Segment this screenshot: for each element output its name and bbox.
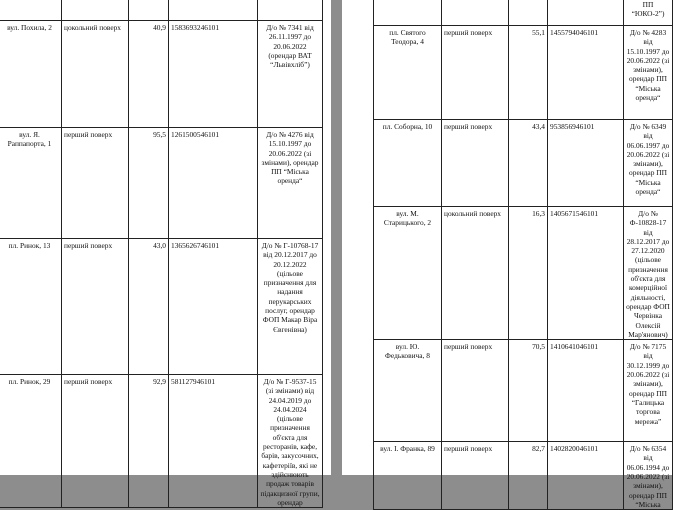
lease-document-cell: Д/о № 6349 від 06.06.1997 до 20.06.2022 (зі змінами), орендар ПП “Міська оренда“	[624, 120, 673, 207]
header-cell	[129, 0, 169, 21]
lease-document-cell: Д/о № Г-9537-15 (зі змінами) від 24.04.2019 до 24.04.2024 (цільове призначення об'єкта для ресторанів, кафе, барів, закусочних, кафетеріїв, які не здійснюють продаж товарів підакцизної групи, орендар	[258, 375, 323, 508]
document-page-left	[0, 0, 331, 507]
document-page-right	[342, 0, 672, 509]
address-cell: пл. Святого Теодора, 4	[374, 26, 442, 120]
registry-number-cell	[548, 0, 624, 26]
floor-cell: цокольний поверх	[442, 207, 509, 340]
address-cell: вул. І. Франка, 89	[374, 442, 442, 510]
area-cell: 92,9	[129, 375, 169, 508]
floor-cell: перший поверх	[442, 340, 509, 442]
table-row	[0, 128, 323, 239]
area-cell: 70,5	[509, 340, 548, 442]
property-table-left	[0, 0, 323, 508]
lease-document-cell: Д/о № 6354 від 06.06.1994 до 20.06.2022 (зі змінами), орендар ПП “Міська	[624, 442, 673, 510]
address-cell: пл. Ринок, 29	[0, 375, 62, 508]
table-row-continued	[374, 0, 673, 26]
registry-number-cell: 1405671546101	[548, 207, 624, 340]
address-cell: вул. М. Старицького, 2	[374, 207, 442, 340]
area-cell	[509, 0, 548, 26]
floor-cell: перший поверх	[62, 128, 129, 239]
area-cell: 43,4	[509, 120, 548, 207]
floor-cell: перший поверх	[442, 26, 509, 120]
lease-document-cell: Д/о № 4276 від 15.10.1997 до 20.06.2022 (зі змінами), орендар ПП “Міська оренда“	[258, 128, 323, 239]
table-row	[374, 26, 673, 120]
table-row-header	[0, 0, 323, 21]
area-cell: 82,7	[509, 442, 548, 510]
registry-number-cell: 1455794046101	[548, 26, 624, 120]
registry-number-cell: 1583693246101	[169, 21, 258, 128]
table-row	[0, 21, 323, 128]
property-table-right	[373, 0, 673, 510]
table-row	[374, 207, 673, 340]
header-cell	[62, 0, 129, 21]
address-cell: вул. Я. Раппапорта, 1	[0, 128, 62, 239]
header-cell	[258, 0, 323, 21]
lease-document-cell: Д/о № Г-10768-17 від 20.12.2017 до 20.12.2022 (цільове призначення для надання перукарських послуг, орендар ФОП Макар Віра Євгенівна)	[258, 239, 323, 375]
table-row	[374, 120, 673, 207]
floor-cell: цокольний поверх	[62, 21, 129, 128]
area-cell: 16,3	[509, 207, 548, 340]
floor-cell: перший поверх	[442, 120, 509, 207]
lease-document-cell: Д/о № 4283 від 15.10.1997 до 20.06.2022 (зі змінами), орендар ПП “Міська оренда“	[624, 26, 673, 120]
address-cell: вул. Похила, 2	[0, 21, 62, 128]
registry-number-cell: 1261500546101	[169, 128, 258, 239]
lease-document-cell: Д/о № 7341 від 26.11.1997 до 20.06.2022 (орендар ВАТ “Львівхліб”)	[258, 21, 323, 128]
registry-number-cell: 953856946101	[548, 120, 624, 207]
floor-cell: перший поверх	[442, 442, 509, 510]
registry-number-cell: 1365626746101	[169, 239, 258, 375]
registry-number-cell: 1402820046101	[548, 442, 624, 510]
table-row	[374, 442, 673, 510]
address-cell: пл. Ринок, 13	[0, 239, 62, 375]
registry-number-cell: 581127946101	[169, 375, 258, 508]
address-cell	[374, 0, 442, 26]
floor-cell: перший поверх	[62, 239, 129, 375]
header-cell	[169, 0, 258, 21]
table-row	[0, 375, 323, 508]
area-cell: 43,0	[129, 239, 169, 375]
table-row	[374, 340, 673, 442]
header-cell	[0, 0, 62, 21]
lease-document-cell: Д/о № Ф-10828-17 від 28.12.2017 до 27.12.2020 (цільове призначення об'єкта для комерційної діяльності, орендар ФОП Червінка Олексій Мар'янович)	[624, 207, 673, 340]
table-row	[0, 239, 323, 375]
address-cell: вул. Ю. Федьковича, 8	[374, 340, 442, 442]
area-cell: 55,1	[509, 26, 548, 120]
address-cell: пл. Соборна, 10	[374, 120, 442, 207]
registry-number-cell: 1410641046101	[548, 340, 624, 442]
area-cell: 40,9	[129, 21, 169, 128]
lease-document-cell: ПП “ЮКО-2”)	[624, 0, 673, 26]
floor-cell	[442, 0, 509, 26]
lease-document-cell: Д/о № 7175 від 30.12.1999 до 20.06.2022 (зі змінами), орендар ПП “Галицька торгова мережа”	[624, 340, 673, 442]
floor-cell: перший поверх	[62, 375, 129, 508]
area-cell: 95,5	[129, 128, 169, 239]
